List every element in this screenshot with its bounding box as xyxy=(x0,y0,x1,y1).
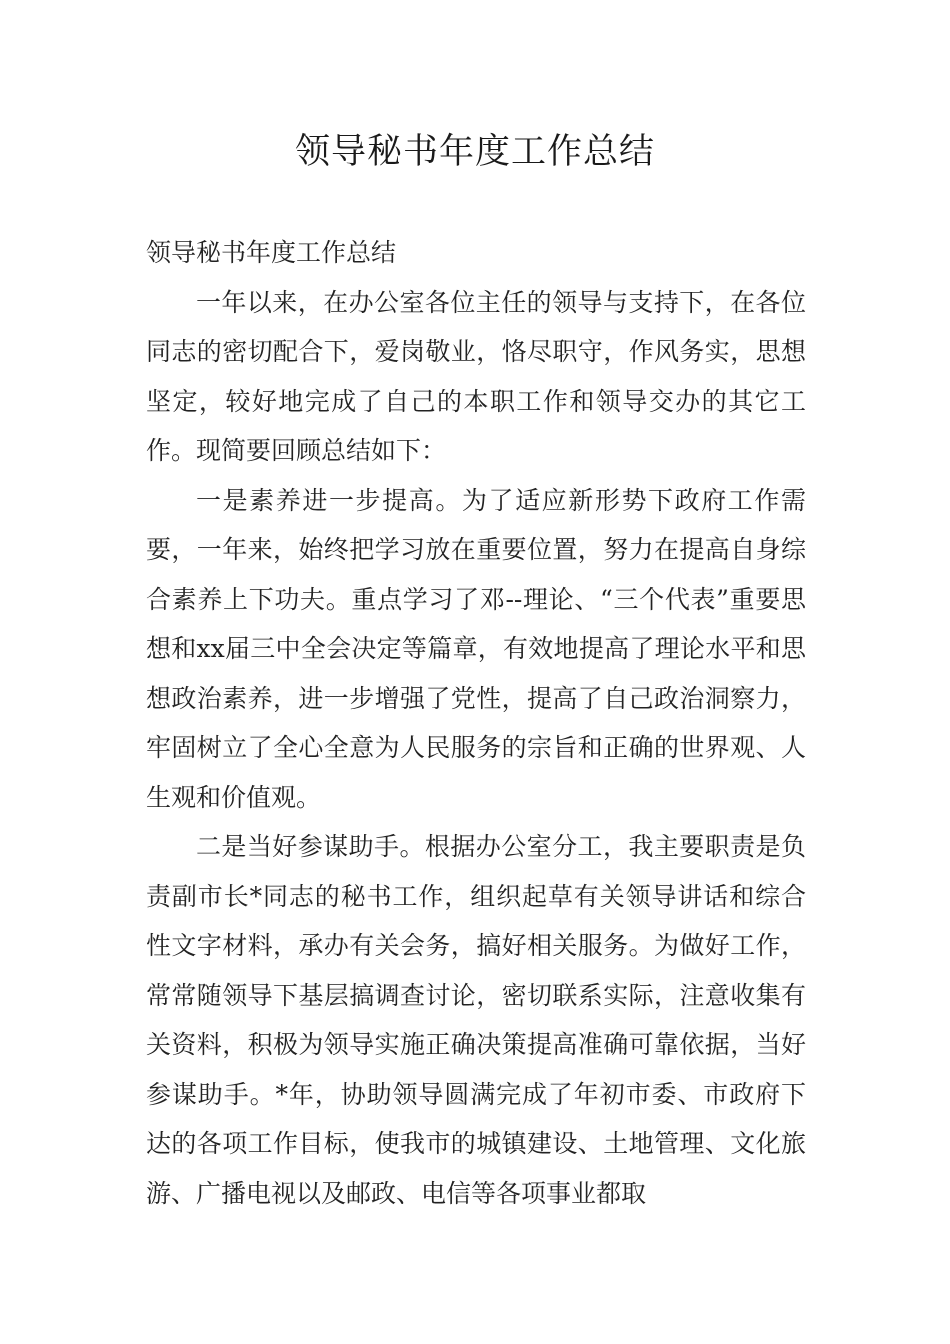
document-title: 领导秘书年度工作总结 xyxy=(294,132,655,172)
paragraph-advisor: 二是当好参谋助手。根据办公室分工，我主要职责是负责副市长*同志的秘书工作，组织起草有关领导讲话和综合性文字材料，承办有关会务，搞好相关服务。为做好工作，常常随领导下基层搞调查讨论，密切联系实际，注意收集有关资料，积极为领导实施正确决策提高准确可靠依据，当好参谋助手。*年，协助领导圆满完成了年初市委、市政府下达的各项工作目标，使我市的城镇建设、土地管理、文化旅游、广播电视以及邮政、电信等各项事业都取 xyxy=(146,832,806,1208)
document-body xyxy=(146,228,806,1218)
paragraph-quality: 一是素养进一步提高。为了适应新形势下政府工作需要，一年来，始终把学习放在重要位置，努力在提高自身综合素养上下功夫。重点学习了邓--理论、“三个代表”重要思想和xx届三中全会决定等篇章，有效地提高了理论水平和思想政治素养，进一步增强了党性，提高了自己政治洞察力，牢固树立了全心全意为人民服务的宗旨和正确的世界观、人生观和价值观。 xyxy=(146,485,806,812)
document-subtitle: 领导秘书年度工作总结 xyxy=(146,238,397,267)
paragraph-intro: 一年以来，在办公室各位主任的领导与支持下，在各位同志的密切配合下，爱岗敬业，恪尽职守，作风务实，思想坚定，较好地完成了自己的本职工作和领导交办的其它工作。现简要回顾总结如下： xyxy=(146,287,806,465)
